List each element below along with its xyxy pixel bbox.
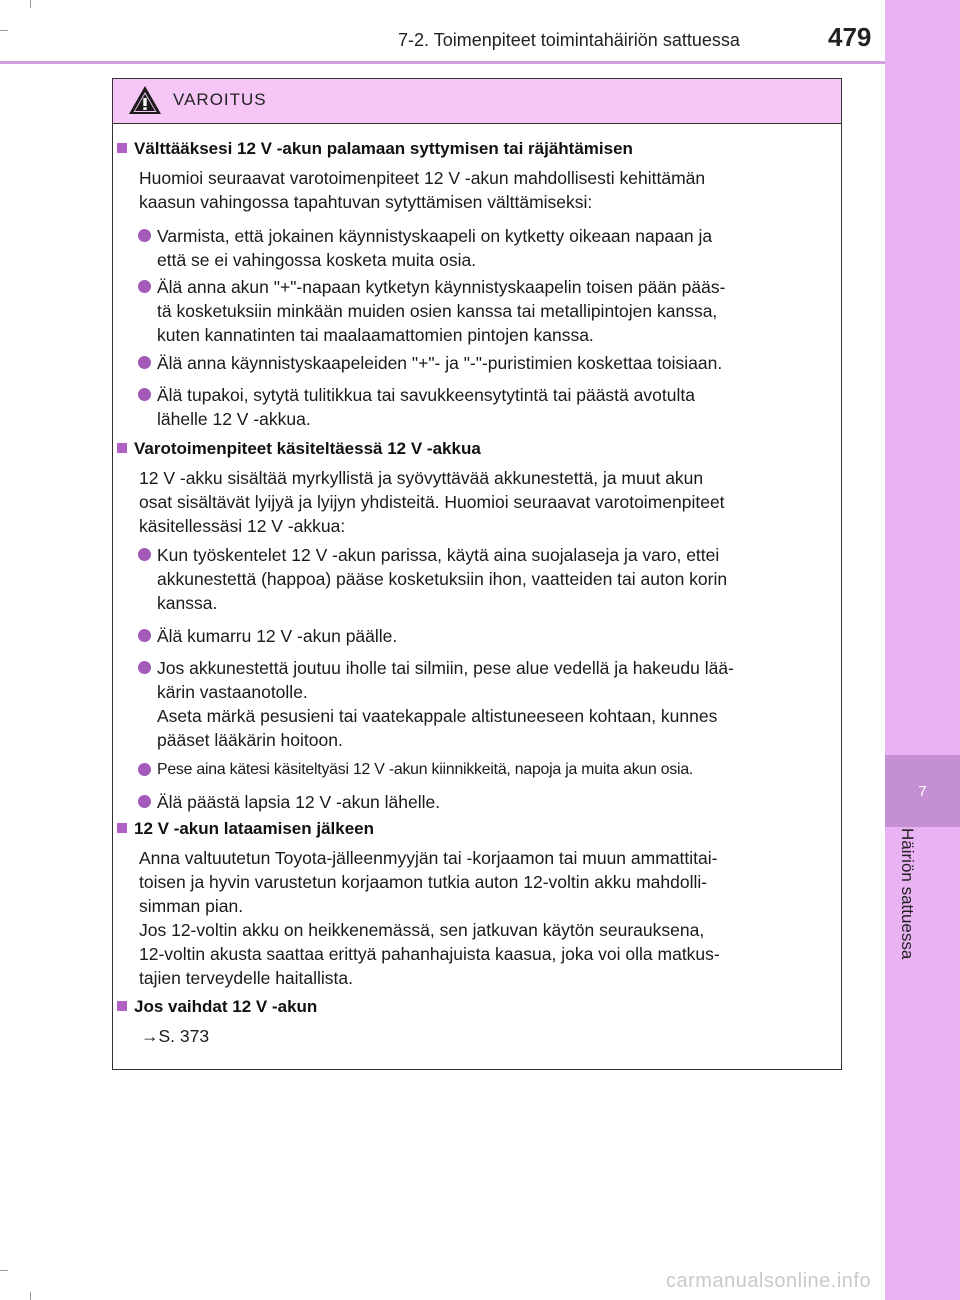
list-item: Varmista, että jokainen käynnistyskaapeli on kytketty oikeaan napaan ja että se ei vahingossa kosketa muita osia. (138, 224, 831, 272)
section-intro: Huomioi seuraavat varotoimenpiteet 12 V -akun mahdollisesti kehittämän kaasun vahingossa tapahtuvan sytyttämisen välttämiseksi: (139, 168, 706, 212)
bullet-icon (138, 388, 151, 401)
section-square-icon (117, 823, 127, 833)
section-square-icon (117, 143, 127, 153)
side-tab (885, 0, 960, 1300)
list-item: Kun työskentelet 12 V -akun parissa, käytä aina suojalaseja ja varo, ettei akkunestettä (happoa) pääse kosketuksiin ihon, vaatteiden tai auton korin kanssa. (138, 543, 831, 615)
bullet-icon (138, 661, 151, 674)
bullet-icon (138, 356, 151, 369)
header-title: 7-2. Toimenpiteet toimintahäiriön sattuessa (398, 30, 740, 50)
bullet-icon (138, 280, 151, 293)
bullet-icon (138, 629, 151, 642)
crop-mark (0, 1270, 8, 1271)
section-square-icon (117, 443, 127, 453)
list-item: Älä anna käynnistyskaapeleiden "+"- ja "-"-puristimien koskettaa toisiaan. (138, 351, 831, 375)
warning-header (113, 79, 841, 124)
list-item: Jos akkunestettä joutuu iholle tai silmiin, pese alue vedellä ja hakeudu lää- kärin vastaanotolle. Aseta märkä pesusieni tai vaatekappale altistuneeseen kohtaan, kunnes pääset lääkärin hoitoon. (138, 656, 831, 752)
section-heading: Välttääksesi 12 V -akun palamaan syttymisen tai räjähtämisen (117, 139, 633, 159)
section-heading: 12 V -akun lataamisen jälkeen (117, 819, 374, 839)
watermark: carmanualsonline.info (666, 1270, 872, 1292)
list-item: Älä tupakoi, sytytä tulitikkua tai savukkeensytytintä tai päästä avotulta lähelle 12 V -akkua. (138, 383, 831, 431)
crop-mark (30, 0, 31, 8)
section-intro: Anna valtuutetun Toyota-jälleenmyyjän tai -korjaamon tai muun ammattitai- toisen ja hyvin varustetun korjaamon tutkia auton 12-voltin akku mahdolli- simman pian. Jos 12-voltin akku on heikkenemässä, sen jatkuvan käytön seurauksena, 12-voltin akusta saattaa erittyä pahanhajuista kaasua, joka voi olla matkus- tajien terveydelle haitallista. (139, 848, 720, 988)
crop-mark (0, 30, 8, 31)
section-intro: 12 V -akku sisältää myrkyllistä ja syövyttävää akkunestettä, ja muut akun osat sisältävät lyijyä ja lyijyn yhdisteitä. Huomioi seuraavat varotoimenpiteet käsitellessäsi 12 V -akkua: (139, 468, 725, 536)
bullet-icon (138, 229, 151, 242)
chapter-number: 7 (885, 755, 960, 827)
header-rule (0, 61, 885, 64)
bullet-icon (138, 763, 151, 776)
section-heading: Jos vaihdat 12 V -akun (117, 997, 317, 1017)
list-item: Älä kumarru 12 V -akun päälle. (138, 624, 831, 648)
warning-box (112, 78, 842, 1070)
bullet-icon (138, 795, 151, 808)
page-number: 479 (828, 22, 872, 52)
list-item: Pese aina kätesi käsiteltyäsi 12 V -akun kiinnikkeitä, napoja ja muita akun osia. (138, 758, 831, 782)
warning-triangle-icon (128, 85, 162, 115)
section-square-icon (117, 1001, 127, 1011)
crop-mark (30, 1292, 31, 1300)
list-item: Älä päästä lapsia 12 V -akun lähelle. (138, 790, 831, 814)
page-reference-link[interactable]: →S. 373 (141, 1026, 210, 1046)
warning-title: VAROITUS (173, 90, 267, 109)
bullet-icon (138, 548, 151, 561)
section-heading: Varotoimenpiteet käsiteltäessä 12 V -akkua (117, 439, 481, 459)
list-item: Älä anna akun "+"-napaan kytketyn käynnistyskaapelin toisen pään pääs- tä kosketuksiin minkään muiden osien kanssa tai metallipintojen kanssa, kuten kannatinten tai maalaamattomien pintojen kanssa. (138, 275, 831, 347)
chapter-label: Häiriön sattuessa (898, 828, 917, 960)
